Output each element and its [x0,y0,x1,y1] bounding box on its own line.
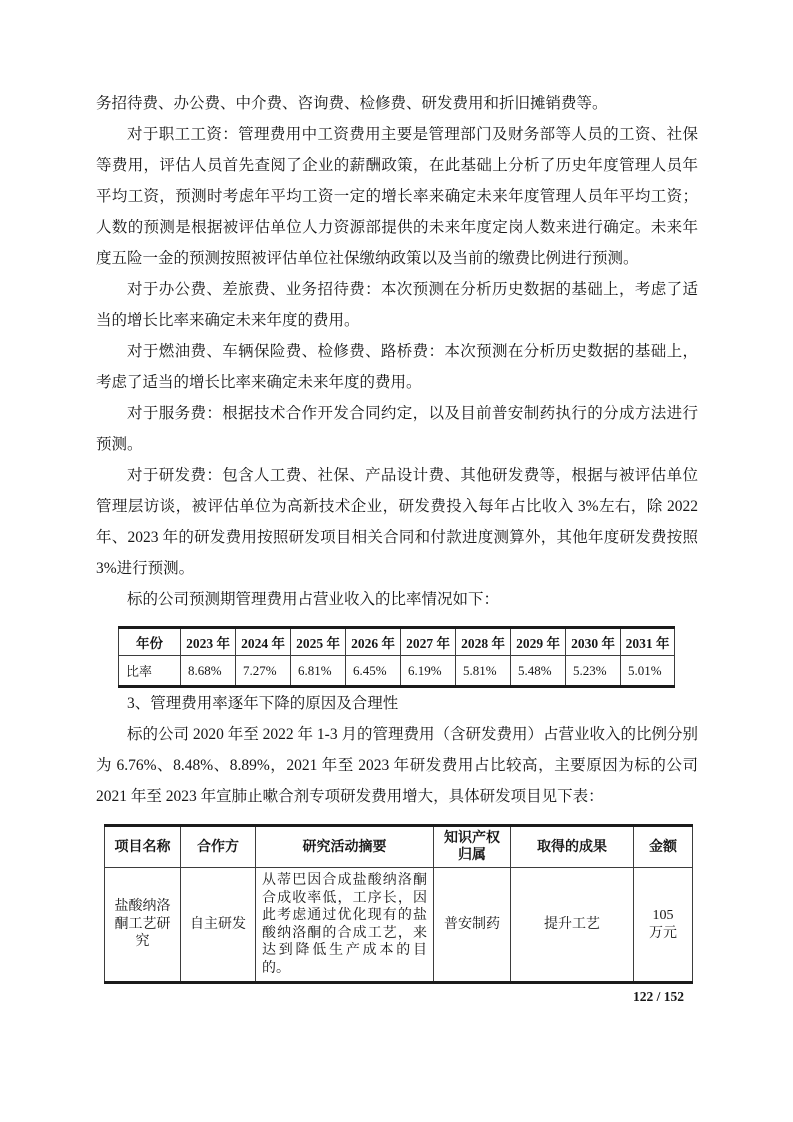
admin-expense-ratio-table [118,626,675,688]
paragraph-fuel-expense: 对于燃油费、车辆保险费、检修费、路桥费：本次预测在分析历史数据的基础上，考虑了适当的增长比率来确定未来年度的费用。 [96,343,698,391]
cell-research-summary: 从蒂巴因合成盐酸纳洛酮合成收率低，工序长，因此考虑通过优化现有的盐酸纳洛酮的合成工艺，来达到降低生产成本的目的。 [256,868,434,983]
header-cell-2025: 2025 年 [291,628,346,656]
ratio-2024: 7.27% [236,656,291,687]
cell-achievement: 提升工艺 [511,868,634,983]
header-cell-2024: 2024 年 [236,628,291,656]
page-number: 122 / 152 [632,989,684,1004]
rd-table-data-row [105,868,693,983]
cell-partner: 自主研发 [181,868,256,983]
ratio-2031: 5.01% [621,656,675,687]
header-cell-partner: 合作方 [181,826,256,868]
header-cell-2028: 2028 年 [456,628,511,656]
header-cell-2023: 2023 年 [181,628,236,656]
paragraph-ratio-decline-reason: 标的公司 2020 年至 2022 年 1-3 月的管理费用（含研发费用）占营业收入的比例分别为 6.76%、8.48%、8.89%，2021 年至 2023 年研发费用占比较高，主要原因为标的公司 2021 年至 2023 年宣肺止嗽合剂专项研发费用增大，具体研发项目见下表： [96,726,698,805]
page-content [96,88,698,1005]
rd-table-header-row [105,826,693,868]
header-cell-achievement: 取得的成果 [511,826,634,868]
header-cell-year: 年份 [119,628,181,656]
ratio-2023: 8.68% [181,656,236,687]
rd-project-table [104,824,693,984]
header-cell-2030: 2030 年 [566,628,621,656]
header-cell-2026: 2026 年 [346,628,401,656]
paragraph-staff-salary: 对于职工工资：管理费用中工资费用主要是管理部门及财务部等人员的工资、社保等费用，评估人员首先查阅了企业的薪酬政策，在此基础上分析了历史年度管理人员年平均工资，预测时考虑年平均工资一定的增长率来确定未来年度管理人员年平均工资；人数的预测是根据被评估单位人力资源部提供的未来年度定岗人数来进行确定。未来年度五险一金的预测按照被评估单位社保缴纳政策以及当前的缴费比例进行预测。 [96,126,698,267]
row-label-ratio: 比率 [119,656,181,687]
header-cell-2031: 2031 年 [621,628,675,656]
header-cell-2027: 2027 年 [401,628,456,656]
cell-project-name: 盐酸纳洛酮工艺研究 [105,868,181,983]
header-cell-amount: 金额 [634,826,693,868]
ratio-2025: 6.81% [291,656,346,687]
ratio-2028: 5.81% [456,656,511,687]
amount-unit: 万元 [649,925,677,941]
header-cell-research-summary: 研究活动摘要 [256,826,434,868]
paragraph-office-expense: 对于办公费、差旅费、业务招待费：本次预测在分析历史数据的基础上，考虑了适当的增长比率来确定未来年度的费用。 [96,281,698,329]
header-cell-project-name: 项目名称 [105,826,181,868]
ratio-2029: 5.48% [511,656,566,687]
cell-ip-ownership: 普安制药 [434,868,511,983]
header-cell-2029: 2029 年 [511,628,566,656]
ratio-table-header-row [119,628,675,656]
ratio-2026: 6.45% [346,656,401,687]
section-heading-3: 3、管理费用率逐年下降的原因及合理性 [127,695,399,712]
paragraph-rd-expense: 对于研发费：包含人工费、社保、产品设计费、其他研发费等，根据与被评估单位管理层访谈，被评估单位为高新技术企业，研发费投入每年占比收入 3%左右，除 2022 年、2023 年的研发费用按照研发项目相关合同和付款进度测算外，其他年度研发费按照 3%进行预测。 [96,467,698,577]
ratio-2030: 5.23% [566,656,621,687]
paragraph-service-fee: 对于服务费：根据技术合作开发合同约定，以及目前普安制药执行的分成方法进行预测。 [96,405,698,453]
paragraph-expense-items: 务招待费、办公费、中介费、咨询费、检修费、研发费用和折旧摊销费等。 [96,95,608,112]
ratio-2027: 6.19% [401,656,456,687]
amount-value: 105 [652,908,674,923]
paragraph-ratio-intro: 标的公司预测期管理费用占营业收入的比率情况如下： [127,591,500,608]
header-cell-ip-ownership: 知识产权归属 [434,826,511,868]
cell-amount [634,868,693,983]
ratio-table-data-row [119,656,675,687]
